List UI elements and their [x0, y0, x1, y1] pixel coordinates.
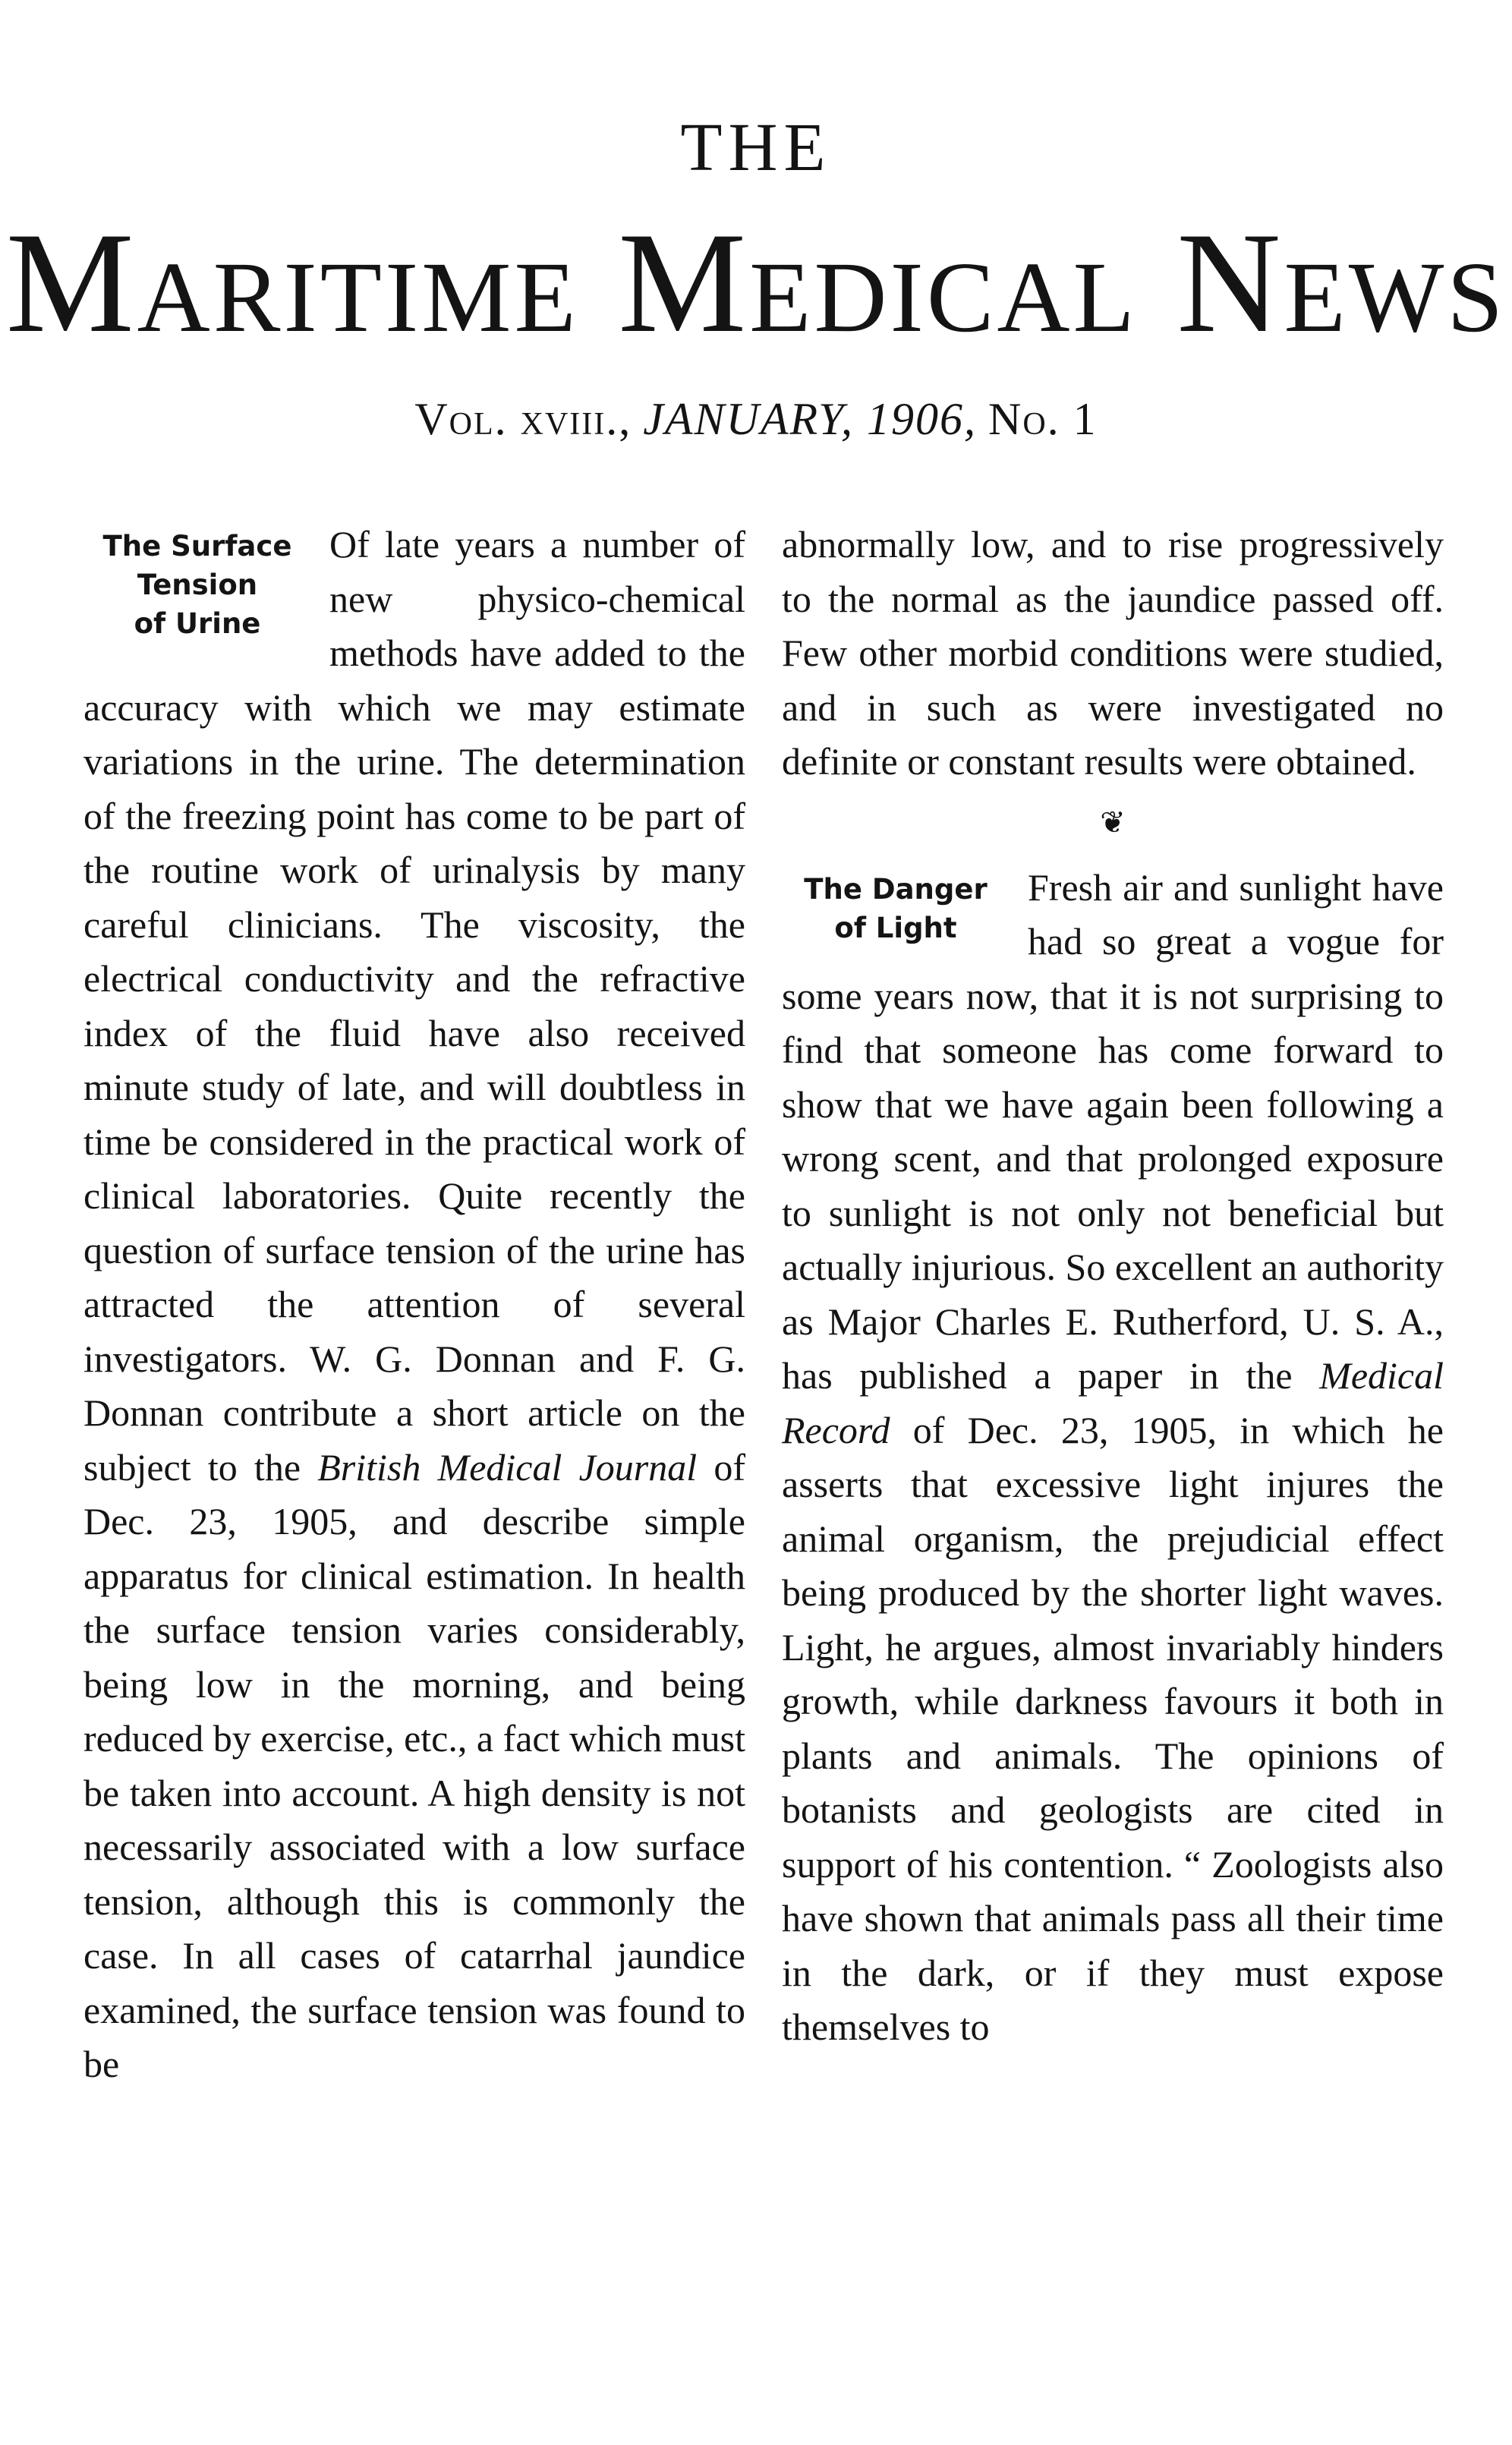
article-text: Of late years a number of new physico-chemical methods have added to the accuracy with which we may estimate variations in the urine. The determination of the freezing point has come to be part of the routine work of urinalysis by many careful clinicians. The viscosity, the electrical conductivity and the refractive index of the fluid have also received minute study of late, and will doubtless in time be considered in the practical work of clinical laboratories. Quite recently the question of surface tension of the urine has attracted the attention of several investigators. W. G. Donnan and F. G. Donnan contribute a short article on the subject to the: [83, 523, 745, 1489]
left-column: [83, 518, 745, 2092]
right-column: [782, 518, 1444, 2055]
side-heading-surface-tension: [83, 527, 311, 643]
issue-date: JANUARY, 1906,: [643, 394, 977, 444]
masthead-title: Maritime Medical News: [5, 203, 1507, 363]
article-surface-tension: [83, 518, 745, 2092]
ornament-icon: ❦: [1100, 805, 1126, 840]
issue-volume: Vol. xviii.,: [414, 394, 632, 444]
issue-line: [0, 396, 1512, 442]
article-text: Fresh air and sunlight have had so great a vogue for some years now, that it is not surprising to find that someone has come forward to show that we have again been following a wrong scent, and that prolonged exposure to sunlight is not only not beneficial but actually injurious. So excellent an authority as Major Charles E. Rutherford, U. S. A., has published a paper in the: [782, 865, 1444, 1397]
article-text: of Dec. 23, 1905, in which he asserts that excessive light injures the animal organism, the prejudicial effect being produced by the shorter light waves. Light, he argues, almost invariably hinders growth, while darkness favours it both in plants and animals. The opinions of botanists and geologists are cited in support of his contention. “ Zoologists also have shown that animals pass all their time in the dark, or if they must expose themselves to: [782, 1408, 1444, 2048]
side-heading-line: The Surface: [102, 530, 292, 562]
article-text: of Dec. 23, 1905, and describe simple apparatus for clinical estimation. In health the surface tension varies considerably, being low in the morning, and being reduced by exercise, etc., a fact which must be taken into account. A high density is not necessarily associated with a low surface tension, although this is commonly the case. In all cases of catarrhal jaundice examined, the surface tension was found to be: [83, 1445, 745, 2085]
issue-number: No. 1: [988, 394, 1098, 444]
side-heading-line: Tension: [137, 569, 258, 601]
article-continuation: abnormally low, and to rise progressively to the normal as the jaundice passed off. Few other morbid conditions were studied, and in such as were investigated no definite or constant results were obtained.: [782, 523, 1444, 783]
article-danger-of-light: [782, 861, 1444, 2055]
side-heading-line: The Danger: [804, 872, 988, 906]
side-heading-line: of Urine: [134, 607, 261, 640]
masthead-the: THE: [680, 110, 832, 185]
side-heading-line: of Light: [834, 911, 957, 944]
journal-title: British Medical Journal: [317, 1445, 698, 1489]
side-heading-danger-of-light: [782, 870, 1010, 947]
journal-title: Medical Record: [782, 1354, 1444, 1451]
